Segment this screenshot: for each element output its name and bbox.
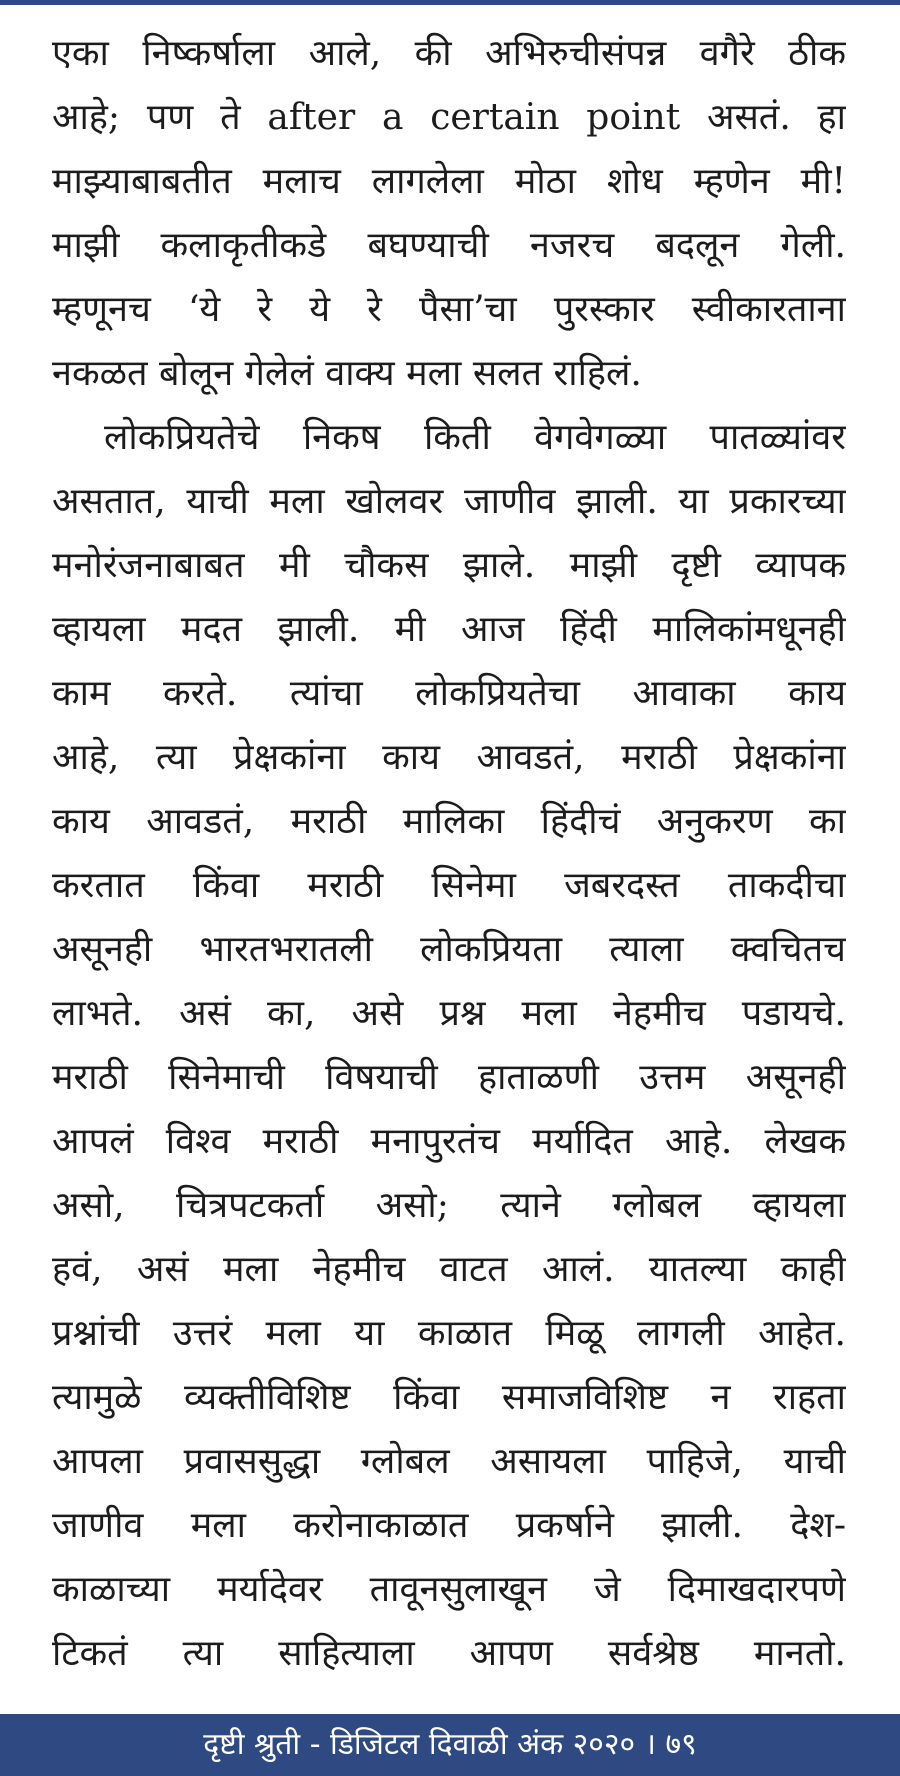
text-line: नकळत बोलून गेलेलं वाक्य मला सलत राहिलं. <box>52 353 642 394</box>
footer-text: दृष्टी श्रुती - डिजिटल दिवाळी अंक २०२० । ७९ <box>203 1727 697 1762</box>
article-body <box>52 22 846 1686</box>
text-line: काय आवडतं, मराठी मालिका हिंदीचं अनुकरण का <box>52 801 846 842</box>
text-line: आहे, त्या प्रेक्षकांना काय आवडतं, मराठी प्रेक्षकांना <box>52 737 846 778</box>
text-line: आपलं विश्व मराठी मनापुरतंच मर्यादित आहे. लेखक <box>52 1121 846 1162</box>
text-line: एका निष्कर्षाला आले, की अभिरुचीसंपन्न वगैरे ठीक <box>52 33 846 74</box>
text-line: मनोरंजनाबाबत मी चौकस झाले. माझी दृष्टी व्यापक <box>52 545 846 586</box>
text-line: त्यामुळे व्यक्तीविशिष्ट किंवा समाजविशिष्ट न राहता <box>52 1377 846 1418</box>
text-line: आहे; पण ते after a certain point असतं. हा <box>52 97 846 138</box>
top-accent-bar <box>0 0 900 5</box>
text-line: माझी कलाकृतीकडे बघण्याची नजरच बदलून गेली. <box>52 225 846 266</box>
text-line: आपला प्रवाससुद्धा ग्लोबल असायला पाहिजे, याची <box>52 1441 846 1482</box>
text-line: टिकतं त्या साहित्याला आपण सर्वश्रेष्ठ मानतो. <box>52 1633 846 1674</box>
text-line: लाभते. असं का, असे प्रश्न मला नेहमीच पडायचे. <box>52 993 846 1034</box>
text-line: प्रश्नांची उत्तरं मला या काळात मिळू लागली आहेत. <box>52 1313 846 1354</box>
text-line: लोकप्रियतेचे निकष किती वेगवेगळ्या पातळ्यांवर <box>104 417 846 458</box>
text-line: जाणीव मला करोनाकाळात प्रकर्षाने झाली. देश- <box>52 1505 846 1546</box>
paragraph-1 <box>52 22 846 406</box>
paragraph-2 <box>52 406 846 1686</box>
text-line: व्हायला मदत झाली. मी आज हिंदी मालिकांमधूनही <box>52 609 846 650</box>
text-line: असूनही भारतभरातली लोकप्रियता त्याला क्वचितच <box>52 929 846 970</box>
text-line: म्हणूनच ‘ये रे ये रे पैसा’चा पुरस्कार स्वीकारताना <box>52 289 846 330</box>
page-footer <box>0 1714 900 1776</box>
text-line: काळाच्या मर्यादेवर तावूनसुलाखून जे दिमाखदारपणे <box>52 1569 846 1610</box>
text-line: माझ्याबाबतीत मलाच लागलेला मोठा शोध म्हणेन मी! <box>52 161 846 202</box>
text-line: काम करते. त्यांचा लोकप्रियतेचा आवाका काय <box>52 673 846 714</box>
text-line: करतात किंवा मराठी सिनेमा जबरदस्त ताकदीचा <box>52 865 846 906</box>
text-line: असो, चित्रपटकर्ता असो; त्याने ग्लोबल व्हायला <box>52 1185 846 1226</box>
text-line: हवं, असं मला नेहमीच वाटत आलं. यातल्या काही <box>52 1249 846 1290</box>
text-line: असतात, याची मला खोलवर जाणीव झाली. या प्रकारच्या <box>52 481 846 522</box>
text-line: मराठी सिनेमाची विषयाची हाताळणी उत्तम असूनही <box>52 1057 846 1098</box>
